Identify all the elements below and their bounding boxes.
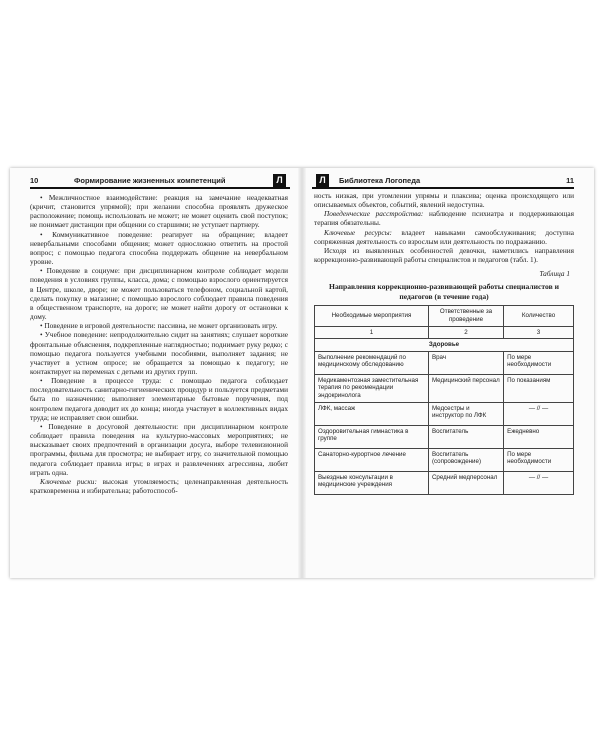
table-header-cell: Необходимые мероприятия <box>315 306 429 326</box>
table-cell: Врач <box>428 351 503 374</box>
table-title: Направления коррекционно-развивающей работы специалистов и педагогов (в течение года) <box>329 282 559 301</box>
left-page-text <box>30 193 288 495</box>
left-paragraph: • Коммуникативное поведение: реагирует на обращение; владеет невербальными способами общения; может односложно ответить на простой вопрос; с помощью педагога способна поддержать общение на невербальном уровне. <box>30 229 288 267</box>
table-section-heading: Здоровье <box>315 339 574 352</box>
left-paragraph: • Межличностное взаимодействие: реакция на замечание неадекватная (кричит, становится упрямой); при желании способна проявлять дружеское расположение; помощь использовать не может; не может оценить свой поступок; не понимает дистанции при общении со старшими; не уступает партнеру. <box>30 193 288 230</box>
work-plan-table <box>314 305 574 494</box>
right-page-number: 11 <box>566 175 574 185</box>
table-cell: Средний медперсонал <box>428 471 503 494</box>
right-paragraph: Поведенческие расстройства: наблюдение психиатра и поддерживающая терапия обязательны. <box>314 209 574 228</box>
table-cell: Медсестры и инструктор по ЛФК <box>428 402 503 425</box>
left-paragraph: • Поведение в социуме: при дисциплинарном контроле соблюдает модели поведения в условиях группы, класса, дома; с помощью взрослого ориентируется в Центре, школе, дворе; не может пользоваться телефоном, социальной картой, сделать покупку в магазине; с помощью взрослого соблюдает правила поведения в общественном транспорте, на дороге; не может найти дорогу от остановки к дому. <box>30 266 288 322</box>
table-cell: По мере необходимости <box>504 448 574 471</box>
right-page <box>304 168 594 578</box>
table-header-cell: Ответственные за проведение <box>428 306 503 326</box>
table-header-cell: Количество <box>504 306 574 326</box>
right-paragraph: Ключевые ресурсы: владеет навыками самообслуживания; доступна сопряженная деятельность со взрослым или деятельность по подражанию. <box>314 227 574 246</box>
table-cell: Воспитатель <box>428 425 503 448</box>
table-row <box>315 448 574 471</box>
column-number: 2 <box>428 326 503 339</box>
key-risks-paragraph: Ключевые риски: высокая утомляемость; целенаправленная деятельность кратковременна и избирательна; работоспособ- <box>30 476 289 495</box>
table-cell: По показаниям <box>504 374 574 402</box>
table-cell: По мере необходимости <box>504 351 574 374</box>
left-running-header <box>30 173 290 189</box>
table-cell: Медикаментозная заместительная терапия по рекомендации эндокринолога <box>315 374 429 402</box>
left-paragraph: • Поведение в игровой деятельности: пассивна, не может организовать игру. <box>40 321 278 331</box>
table-cell: Санаторно-курортное лечение <box>315 448 429 471</box>
left-running-title: Формирование жизненных компетенций <box>74 175 226 185</box>
column-number: 1 <box>315 326 429 339</box>
right-paragraph: ность низкая, при утомлении упрямы и плаксива; оценка происходящего или описываемых объектов, событий, явлений недоступна. <box>314 191 574 210</box>
table-caption: Таблица 1 <box>539 269 570 279</box>
table-cell: Медицинский персонал <box>428 374 503 402</box>
right-running-header <box>312 173 574 189</box>
table-row <box>315 351 574 374</box>
column-number: 3 <box>504 326 574 339</box>
left-paragraph: • Поведение в досуговой деятельности: при дисциплинарном контроле соблюдает правила поведения на культурно-массовых мероприятиях; не высказывает своих предпочтений в организации досуга, выборе телевизионной программы, фильма для просмотра; не выбирает игру, со значительной помощью педагога соблюдает правила игры; в играх и развлечениях агрессивна, любит играть одна. <box>30 421 288 477</box>
book-spread <box>10 168 594 578</box>
table-row <box>315 374 574 402</box>
left-page-number: 10 <box>30 175 39 185</box>
table-cell: Ежедневно <box>504 425 574 448</box>
left-page <box>10 168 300 578</box>
table-cell: Выполнение рекомендаций по медицинскому обследованию <box>315 351 429 374</box>
table-cell: Выездные консультации в медицинские учреждения <box>315 471 429 494</box>
right-running-title: Библиотека Логопеда <box>339 175 421 185</box>
table-row <box>315 425 574 448</box>
left-paragraph: • Учебное поведение: непродолжительно сидит на занятиях; слушает короткие фронтальные объяснения, подкрепленные наглядностью; поднимает руку редко; с помощью педагога пользуется учебными пособиями, выполняет задания; не участвует в устном опросе; не обращается за помощью к педагогу; не контактирует на переменах с детьми из других групп. <box>30 330 288 376</box>
table-row <box>315 471 574 494</box>
table-cell: — // — <box>504 471 574 494</box>
right-paragraph: Исходя из выявленных особенностей девочки, наметились направления коррекционно-развивающей работы специалистов и педагогов (табл. 1). <box>314 245 574 265</box>
left-paragraph: • Поведение в процессе труда: с помощью педагога соблюдает последовательность санитарно-гигиенических процедур и пользуется предметами быта по назначению; выполняет элементарные бытовые поручения, под контролем педагога доводит их до конца; иногда участвует в коллективных видах труда; не исправляет свои ошибки. <box>30 376 288 422</box>
table-cell: Воспитатель (сопровождение) <box>428 448 503 471</box>
library-logo-icon: Л <box>316 174 329 187</box>
table-cell: Оздоровительная гимнастика в группе <box>315 425 429 448</box>
table-row <box>315 402 574 425</box>
table-cell: — // — <box>504 402 574 425</box>
right-page-text <box>314 191 574 495</box>
library-logo-icon: Л <box>273 174 286 187</box>
table-cell: ЛФК, массаж <box>315 402 429 425</box>
